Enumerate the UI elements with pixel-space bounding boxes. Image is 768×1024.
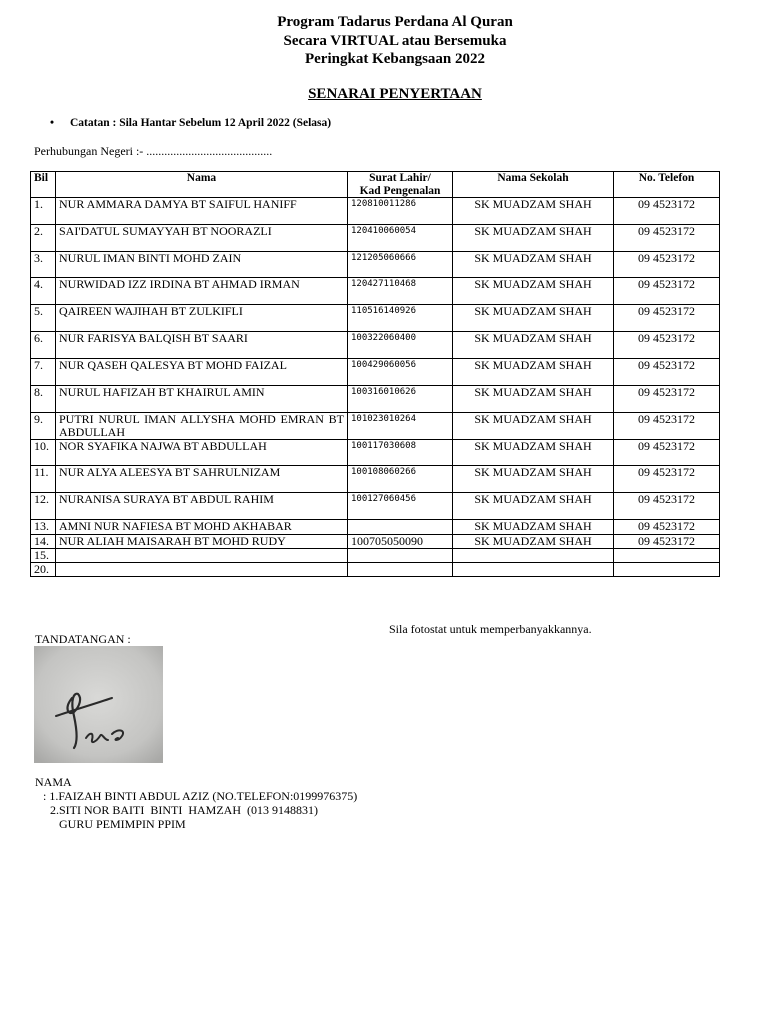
cell-nama: SAI'DATUL SUMAYYAH BT NOORAZLI [56, 225, 348, 252]
name-line-2: 2.SITI NOR BAITI BINTI HAMZAH (013 9148831) [50, 803, 318, 817]
cell-ic [348, 562, 453, 576]
column-header-ic-line2: Kad Pengenalan [359, 184, 441, 197]
cell-ic: 121205060666 [348, 252, 453, 278]
cell-bil: 9. [31, 413, 56, 440]
cell-bil: 11. [31, 466, 56, 493]
state-contact-field: Perhubungan Negeri :- .......................................... [34, 144, 273, 158]
cell-ic: 100316010626 [348, 386, 453, 413]
table-row [31, 440, 720, 466]
table-row [31, 535, 720, 549]
cell-ic: 100117030608 [348, 440, 453, 466]
cell-telefon [614, 562, 720, 576]
title-line-2: Secara VIRTUAL atau Bersemuka [283, 32, 507, 49]
table-row [31, 493, 720, 520]
cell-sekolah: SK MUADZAM SHAH [453, 225, 614, 252]
cell-nama: NUR ALIAH MAISARAH BT MOHD RUDY [56, 535, 348, 549]
table-row [31, 278, 720, 305]
cell-sekolah: SK MUADZAM SHAH [453, 520, 614, 535]
document-title [0, 13, 768, 69]
table-row [31, 198, 720, 225]
cell-sekolah [453, 562, 614, 576]
names-block [35, 775, 357, 831]
cell-sekolah: SK MUADZAM SHAH [453, 535, 614, 549]
note-text: Catatan : Sila Hantar Sebelum 12 April 2022 (Selasa) [70, 117, 332, 129]
cell-telefon: 09 4523172 [614, 359, 720, 386]
cell-sekolah: SK MUADZAM SHAH [453, 332, 614, 359]
cell-telefon: 09 4523172 [614, 440, 720, 466]
cell-ic: 120410060054 [348, 225, 453, 252]
cell-nama: NURUL IMAN BINTI MOHD ZAIN [56, 252, 348, 278]
name-line-1: : 1.FAIZAH BINTI ABDUL AZIZ (NO.TELEFON:0199976375) [43, 789, 358, 803]
cell-nama: NUR FARISYA BALQISH BT SAARI [56, 332, 348, 359]
cell-telefon: 09 4523172 [614, 332, 720, 359]
photocopy-note: Sila fotostat untuk memperbanyakkannya. [389, 622, 592, 636]
cell-sekolah: SK MUADZAM SHAH [453, 493, 614, 520]
cell-telefon: 09 4523172 [614, 413, 720, 440]
cell-ic [348, 548, 453, 562]
cell-telefon: 09 4523172 [614, 520, 720, 535]
cell-bil: 7. [31, 359, 56, 386]
section-heading: SENARAI PENYERTAAN [308, 86, 482, 102]
cell-bil: 20. [31, 562, 56, 576]
cell-bil: 14. [31, 535, 56, 549]
cell-sekolah: SK MUADZAM SHAH [453, 440, 614, 466]
cell-ic: 100322060400 [348, 332, 453, 359]
cell-telefon: 09 4523172 [614, 198, 720, 225]
table-row [31, 225, 720, 252]
cell-sekolah [453, 548, 614, 562]
table-row [31, 305, 720, 332]
cell-ic [348, 520, 453, 535]
table-row [31, 386, 720, 413]
column-header-sekolah: Nama Sekolah [453, 172, 614, 198]
column-header-bil: Bil [31, 172, 56, 198]
cell-bil: 12. [31, 493, 56, 520]
cell-ic: 100108060266 [348, 466, 453, 493]
table-row [31, 413, 720, 440]
column-header-ic-line1: Surat Lahir/ [369, 172, 431, 184]
cell-sekolah: SK MUADZAM SHAH [453, 198, 614, 225]
cell-nama: AMNI NUR NAFIESA BT MOHD AKHABAR [56, 520, 348, 535]
cell-ic: 120810011286 [348, 198, 453, 225]
cell-sekolah: SK MUADZAM SHAH [453, 305, 614, 332]
cell-telefon: 09 4523172 [614, 305, 720, 332]
cell-telefon: 09 4523172 [614, 466, 720, 493]
signature-label: TANDATANGAN : [35, 632, 131, 646]
note [50, 117, 331, 129]
cell-sekolah: SK MUADZAM SHAH [453, 386, 614, 413]
column-header-nama: Nama [56, 172, 348, 198]
cell-nama: NOR SYAFIKA NAJWA BT ABDULLAH [56, 440, 348, 466]
table-row [31, 332, 720, 359]
cell-nama: NUR AMMARA DAMYA BT SAIFUL HANIFF [56, 198, 348, 225]
cell-ic: 100705050090 [348, 535, 453, 549]
cell-nama [56, 562, 348, 576]
table-row [31, 548, 720, 562]
cell-telefon: 09 4523172 [614, 278, 720, 305]
cell-nama: PUTRI NURUL IMAN ALLYSHA MOHD EMRAN BT ABDULLAH [56, 413, 348, 440]
signature-image [34, 646, 163, 763]
cell-nama: QAIREEN WAJIHAH BT ZULKIFLI [56, 305, 348, 332]
name-line-3: GURU PEMIMPIN PPIM [59, 817, 186, 831]
cell-nama: NUR QASEH QALESYA BT MOHD FAIZAL [56, 359, 348, 386]
table-row [31, 562, 720, 576]
cell-nama [56, 548, 348, 562]
column-header-ic [348, 172, 453, 198]
participant-table [30, 171, 720, 577]
cell-sekolah: SK MUADZAM SHAH [453, 359, 614, 386]
cell-bil: 1. [31, 198, 56, 225]
cell-bil: 10. [31, 440, 56, 466]
cell-bil: 2. [31, 225, 56, 252]
cell-ic: 120427110468 [348, 278, 453, 305]
cell-nama: NURWIDAD IZZ IRDINA BT AHMAD IRMAN [56, 278, 348, 305]
bullet-icon: • [50, 117, 55, 129]
table-row [31, 520, 720, 535]
names-label: NAMA [35, 775, 72, 789]
cell-ic: 100429060056 [348, 359, 453, 386]
table-header-row [31, 172, 720, 198]
table-row [31, 252, 720, 278]
cell-nama: NURANISA SURAYA BT ABDUL RAHIM [56, 493, 348, 520]
column-header-telefon: No. Telefon [614, 172, 720, 198]
cell-sekolah: SK MUADZAM SHAH [453, 466, 614, 493]
cell-bil: 5. [31, 305, 56, 332]
cell-telefon [614, 548, 720, 562]
title-line-1: Program Tadarus Perdana Al Quran [277, 14, 513, 30]
cell-ic: 100127060456 [348, 493, 453, 520]
cell-nama: NUR ALYA ALEESYA BT SAHRULNIZAM [56, 466, 348, 493]
title-line-3: Peringkat Kebangsaan 2022 [304, 51, 485, 67]
cell-sekolah: SK MUADZAM SHAH [453, 252, 614, 278]
table-row [31, 359, 720, 386]
cell-bil: 15. [31, 548, 56, 562]
cell-ic: 101023010264 [348, 413, 453, 440]
cell-bil: 4. [31, 278, 56, 305]
cell-nama: NURUL HAFIZAH BT KHAIRUL AMIN [56, 386, 348, 413]
cell-telefon: 09 4523172 [614, 493, 720, 520]
table-row [31, 466, 720, 493]
cell-telefon: 09 4523172 [614, 535, 720, 549]
cell-bil: 8. [31, 386, 56, 413]
cell-telefon: 09 4523172 [614, 252, 720, 278]
cell-sekolah: SK MUADZAM SHAH [453, 278, 614, 305]
cell-sekolah: SK MUADZAM SHAH [453, 413, 614, 440]
cell-bil: 6. [31, 332, 56, 359]
cell-ic: 110516140926 [348, 305, 453, 332]
cell-bil: 13. [31, 520, 56, 535]
cell-bil: 3. [31, 252, 56, 278]
cell-telefon: 09 4523172 [614, 225, 720, 252]
cell-telefon: 09 4523172 [614, 386, 720, 413]
